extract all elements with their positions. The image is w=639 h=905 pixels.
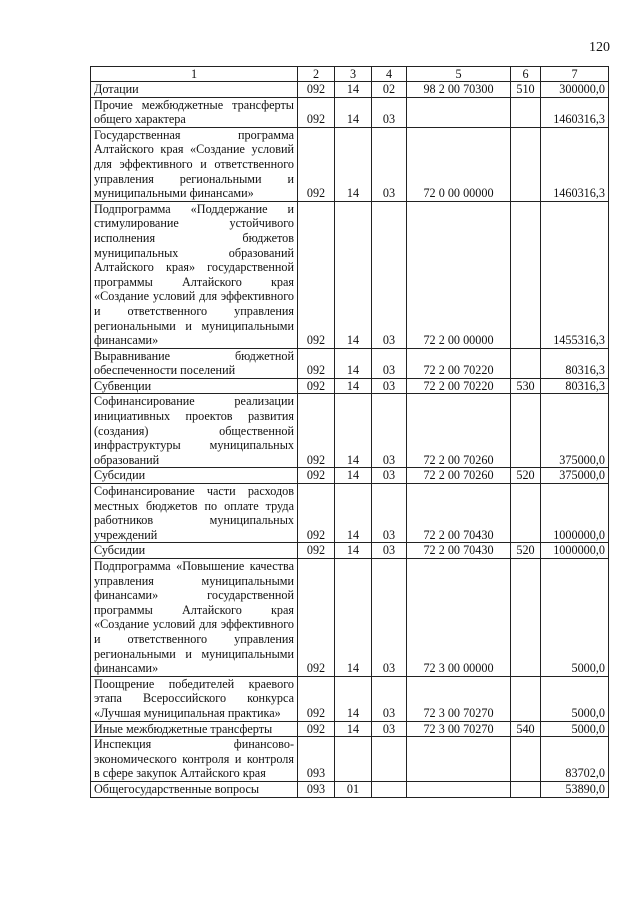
row-code-section: 14 [335,201,372,348]
row-code-ministry: 092 [298,127,335,201]
row-code-target: 72 2 00 70220 [407,348,511,378]
row-code-ministry: 092 [298,97,335,127]
row-code-ministry: 093 [298,781,335,797]
table-row [91,676,609,721]
row-amount: 300000,0 [541,82,609,98]
table-row [91,348,609,378]
row-code-section: 14 [335,559,372,677]
row-code-subsection: 03 [372,348,407,378]
table-body [91,82,609,798]
row-code-target: 72 2 00 70430 [407,484,511,543]
table-row [91,721,609,737]
table-row [91,781,609,797]
row-code-subsection: 03 [372,721,407,737]
table-row [91,543,609,559]
row-code-ministry: 092 [298,676,335,721]
row-amount: 1000000,0 [541,484,609,543]
row-amount: 80316,3 [541,348,609,378]
header-cell-3: 3 [335,67,372,82]
table-row [91,559,609,677]
row-code-target: 98 2 00 70300 [407,82,511,98]
row-code-section: 01 [335,781,372,797]
table-row [91,97,609,127]
row-code-target: 72 2 00 70260 [407,468,511,484]
row-code-target [407,97,511,127]
row-code-ministry: 092 [298,468,335,484]
header-cell-4: 4 [372,67,407,82]
row-name: Поощрение победителей краевого этапа Всероссийского конкурса «Лучшая муниципальная практика» [91,676,298,721]
row-code-expense-type: 510 [511,82,541,98]
row-code-subsection: 03 [372,201,407,348]
row-code-section: 14 [335,543,372,559]
row-amount: 375000,0 [541,468,609,484]
table-row [91,127,609,201]
row-code-target: 72 3 00 00000 [407,559,511,677]
row-code-ministry: 092 [298,484,335,543]
row-code-target: 72 2 00 70430 [407,543,511,559]
row-name: Государственная программа Алтайского края «Создание условий для эффективного и ответственного управления региональными и муниципальными финансами» [91,127,298,201]
row-code-expense-type [511,394,541,468]
row-code-expense-type [511,127,541,201]
header-cell-1: 1 [91,67,298,82]
table-header-row [91,67,609,82]
row-code-subsection: 02 [372,82,407,98]
row-code-target: 72 0 00 00000 [407,127,511,201]
row-code-section: 14 [335,378,372,394]
row-code-target: 72 3 00 70270 [407,721,511,737]
row-code-ministry: 092 [298,348,335,378]
row-code-expense-type [511,676,541,721]
row-name: Субсидии [91,468,298,484]
row-code-section: 14 [335,468,372,484]
row-code-subsection [372,781,407,797]
row-code-section: 14 [335,394,372,468]
table-row [91,378,609,394]
row-amount: 53890,0 [541,781,609,797]
row-name: Софинансирование части расходов местных бюджетов по оплате труда работников муниципальных учреждений [91,484,298,543]
row-code-subsection: 03 [372,394,407,468]
header-cell-5: 5 [407,67,511,82]
header-cell-2: 2 [298,67,335,82]
row-amount: 80316,3 [541,378,609,394]
row-code-expense-type [511,201,541,348]
table-row [91,737,609,782]
row-name: Субсидии [91,543,298,559]
row-code-section: 14 [335,676,372,721]
row-code-subsection: 03 [372,468,407,484]
row-amount: 375000,0 [541,394,609,468]
row-code-expense-type [511,737,541,782]
row-code-expense-type [511,97,541,127]
row-code-expense-type [511,559,541,677]
row-amount: 5000,0 [541,721,609,737]
row-code-expense-type [511,484,541,543]
row-code-ministry: 092 [298,721,335,737]
table-row [91,201,609,348]
row-name: Инспекция финансово-экономического контроля и контроля в сфере закупок Алтайского края [91,737,298,782]
row-code-target: 72 2 00 70220 [407,378,511,394]
row-code-expense-type: 520 [511,543,541,559]
row-code-subsection [372,737,407,782]
row-code-expense-type: 520 [511,468,541,484]
row-amount: 1460316,3 [541,127,609,201]
row-code-target: 72 3 00 70270 [407,676,511,721]
row-code-subsection: 03 [372,127,407,201]
row-code-ministry: 092 [298,201,335,348]
row-code-target [407,737,511,782]
row-code-subsection: 03 [372,543,407,559]
row-name: Иные межбюджетные трансферты [91,721,298,737]
table-row [91,394,609,468]
row-name: Прочие межбюджетные трансферты общего характера [91,97,298,127]
row-code-target [407,781,511,797]
row-amount: 83702,0 [541,737,609,782]
row-code-section: 14 [335,721,372,737]
row-code-ministry: 092 [298,378,335,394]
row-code-section [335,737,372,782]
row-amount: 1460316,3 [541,97,609,127]
row-name: Общегосударственные вопросы [91,781,298,797]
row-code-section: 14 [335,127,372,201]
row-code-target: 72 2 00 00000 [407,201,511,348]
row-name: Подпрограмма «Поддержание и стимулирование устойчивого исполнения бюджетов муниципальных образований Алтайского края» государственной программы Алтайского края «Создание условий для эффективного и ответственного управления региональными и муниципальными финансами» [91,201,298,348]
row-code-ministry: 092 [298,559,335,677]
row-code-subsection: 03 [372,378,407,394]
table-row [91,82,609,98]
budget-table [90,66,609,798]
row-code-section: 14 [335,484,372,543]
row-code-subsection: 03 [372,484,407,543]
row-code-expense-type: 530 [511,378,541,394]
row-name: Софинансирование реализации инициативных проектов развития (создания) общественной инфраструктуры муниципальных образований [91,394,298,468]
row-code-subsection: 03 [372,676,407,721]
row-amount: 1455316,3 [541,201,609,348]
row-name: Подпрограмма «Повышение качества управления муниципальными финансами» государственной программы Алтайского края «Создание условий для эффективного и ответственного управления региональными и муниципальными финансами» [91,559,298,677]
row-code-target: 72 2 00 70260 [407,394,511,468]
row-code-ministry: 093 [298,737,335,782]
row-amount: 5000,0 [541,559,609,677]
page-number: 120 [589,40,610,55]
row-code-section: 14 [335,97,372,127]
table-row [91,468,609,484]
row-code-expense-type [511,781,541,797]
row-code-ministry: 092 [298,394,335,468]
row-amount: 5000,0 [541,676,609,721]
row-code-expense-type [511,348,541,378]
row-name: Субвенции [91,378,298,394]
row-code-expense-type: 540 [511,721,541,737]
row-code-ministry: 092 [298,543,335,559]
row-code-section: 14 [335,348,372,378]
table-row [91,484,609,543]
row-code-ministry: 092 [298,82,335,98]
header-cell-7: 7 [541,67,609,82]
row-amount: 1000000,0 [541,543,609,559]
row-code-subsection: 03 [372,559,407,677]
header-cell-6: 6 [511,67,541,82]
row-name: Дотации [91,82,298,98]
row-code-subsection: 03 [372,97,407,127]
row-name: Выравнивание бюджетной обеспеченности поселений [91,348,298,378]
row-code-section: 14 [335,82,372,98]
